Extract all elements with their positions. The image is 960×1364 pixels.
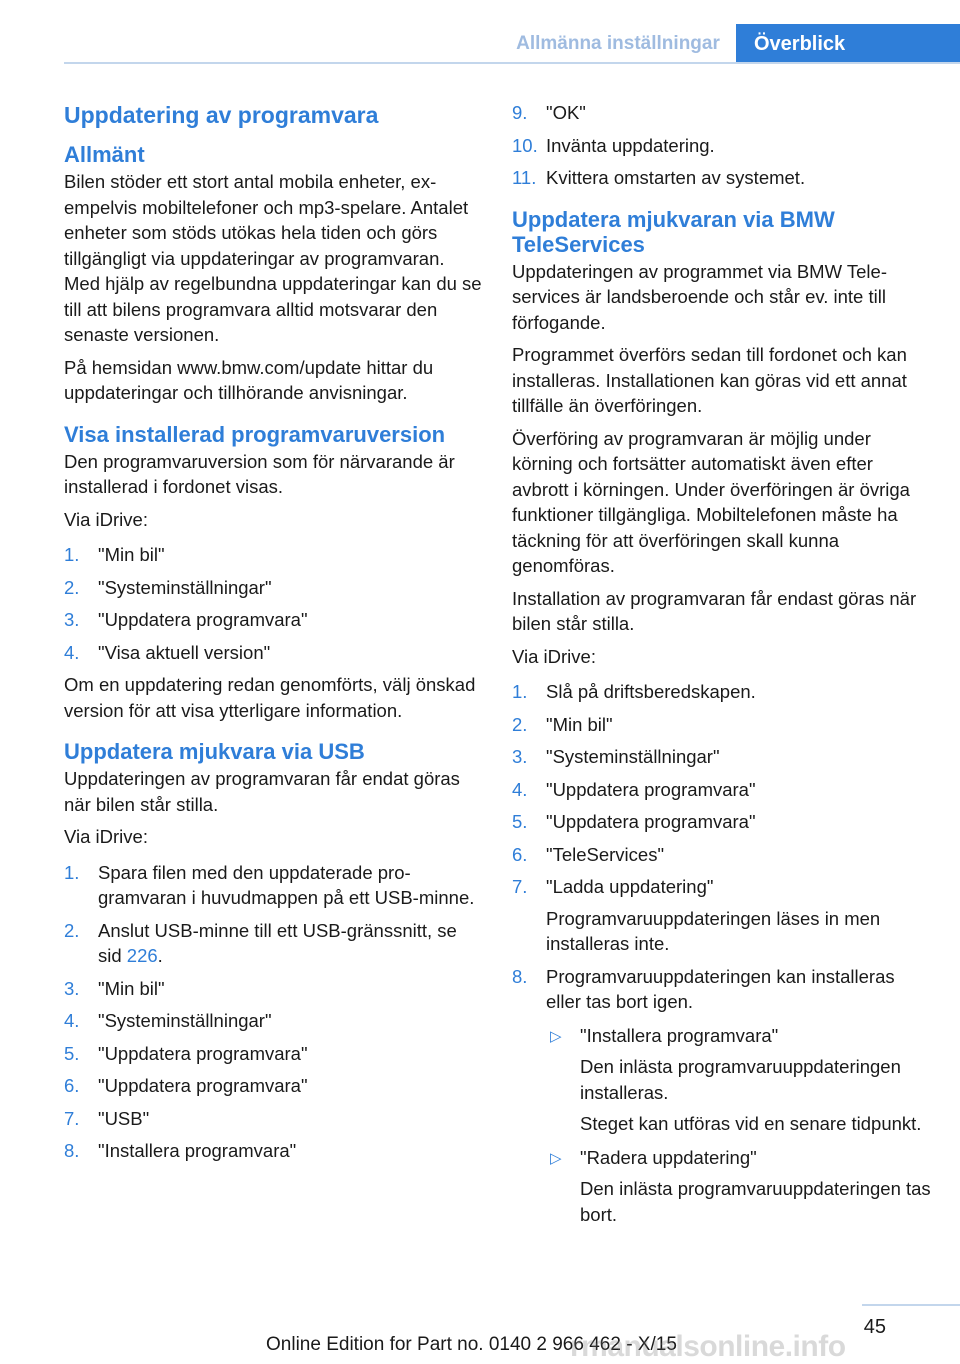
step-number: 3. xyxy=(64,609,80,630)
step-number: 3. xyxy=(64,977,80,999)
step-number: 4. xyxy=(64,641,80,663)
header-rule xyxy=(64,62,960,64)
step-text: Spara filen med den uppdaterade programvaran i huvudmappen på ett USB-minne. xyxy=(98,861,475,908)
list-item xyxy=(64,640,484,666)
option-text: "Radera uppdatering" xyxy=(580,1146,757,1168)
paragraph: Uppdateringen av programmet via BMW Teleservices är landsberoende och står ev. inte till förfogande. xyxy=(512,260,887,333)
page-title: Uppdatering av programvara xyxy=(64,102,379,128)
step-number: 8. xyxy=(512,965,528,987)
list-item xyxy=(64,575,484,601)
option-item xyxy=(546,1023,932,1137)
list-item xyxy=(512,100,932,126)
step-text: "Uppdatera programvara" xyxy=(98,1075,308,1096)
via-idrive-label: Via iDrive: xyxy=(512,645,596,667)
step-text: Programvaruuppdateringen kan installeras eller tas bort igen. xyxy=(546,965,895,1012)
step-number: 1. xyxy=(512,681,528,702)
list-item xyxy=(512,964,932,1228)
paragraph: Uppdateringen av programvaran får endat göras när bilen står stilla. xyxy=(64,768,460,815)
list-item xyxy=(64,607,484,633)
option-item xyxy=(546,1145,932,1228)
list-item xyxy=(512,842,932,868)
list-item xyxy=(512,133,932,159)
step-text: "USB" xyxy=(98,1107,150,1129)
option-list xyxy=(546,1023,932,1228)
paragraph: Överföring av programvaran är möjlig under körning och fortsätter automatiskt även efter avbrott i körningen. Under överföringen är övriga funktioner tillgängliga. Mobiltelefonen måste ha täckning för att överföringen skall kunna genomföras. xyxy=(512,427,910,576)
step-number: 7. xyxy=(512,876,528,897)
list-item xyxy=(64,542,484,568)
step-text: "Uppdatera programvara" xyxy=(98,609,308,630)
step-text: "Installera programvara" xyxy=(98,1140,297,1161)
heading-show-version: Visa installerad programvaruversion xyxy=(64,421,446,447)
paragraph: Bilen stöder ett stort antal mobila enheter, exempelvis mobiltelefoner och mp3-spelare. Antalet enheter som stöds utökas hela tiden och görs tillgängligt via uppdateringar av programvaran. Med hjälp av regelbundna uppdateringar kan du se till att bilens programvara alltid motsvarar den senaste versionen. xyxy=(64,171,482,345)
right-column xyxy=(512,100,932,1235)
step-text: "Visa aktuell version" xyxy=(98,641,271,663)
paragraph: Programmet överförs sedan till fordonet och kan installeras. Installationen kan göras vid ett annat tillfälle än överföringen. xyxy=(512,344,907,416)
step-number: 5. xyxy=(512,811,528,832)
steps-list xyxy=(64,542,484,665)
steps-list xyxy=(512,679,932,1227)
list-item xyxy=(512,744,932,770)
step-text: Kvittera omstarten av systemet. xyxy=(546,167,806,188)
footer-edition-text: Online Edition for Part no. 0140 2 966 462 - X/15 xyxy=(266,1334,677,1355)
steps-list xyxy=(64,860,484,1164)
step-text: "Systeminställningar" xyxy=(98,1010,272,1031)
step-text: "TeleServices" xyxy=(546,843,665,865)
option-subtext: Den inlästa programvaruuppdateringen installeras. xyxy=(580,1056,901,1103)
list-item xyxy=(512,712,932,738)
paragraph: På hemsidan www.bmw.com/update hittar du uppdateringar och tillhörande anvisningar. xyxy=(64,356,434,403)
step-number: 4. xyxy=(512,778,528,800)
step-number: 10. xyxy=(512,134,538,156)
step-number: 2. xyxy=(512,713,528,735)
list-item xyxy=(512,809,932,835)
step-text: Invänta uppdatering. xyxy=(546,134,715,156)
list-item xyxy=(64,1008,484,1034)
step-subtext: Programvaruuppdateringen läses in men installeras inte. xyxy=(546,907,881,954)
step-text: "Uppdatera programvara" xyxy=(98,1042,308,1064)
header-section-title: Allmänna inställningar xyxy=(516,33,720,54)
step-text: "OK" xyxy=(546,102,586,123)
list-item xyxy=(64,918,484,969)
step-text: "Min bil" xyxy=(98,977,165,999)
step-number: 6. xyxy=(64,1075,80,1096)
step-number: 4. xyxy=(64,1010,80,1031)
step-text: "Uppdatera programvara" xyxy=(546,778,756,800)
step-number: 1. xyxy=(64,544,80,565)
heading-general: Allmänt xyxy=(64,142,145,167)
paragraph: Installation av programvaran får endast göras när bilen står stilla. xyxy=(512,587,917,634)
header-tab-overview: Överblick xyxy=(736,24,960,64)
heading-usb: Uppdatera mjukvara via USB xyxy=(64,739,365,764)
step-number: 3. xyxy=(512,746,528,767)
option-text: "Installera programvara" xyxy=(580,1024,779,1046)
list-item xyxy=(64,860,484,911)
step-number: 9. xyxy=(512,102,528,123)
list-item xyxy=(512,679,932,705)
step-text: "Min bil" xyxy=(546,713,613,735)
step-number: 7. xyxy=(64,1107,80,1129)
step-text: Slå på driftsberedskapen. xyxy=(546,681,756,702)
page-number: 45 xyxy=(863,1316,886,1338)
step-text: "Systeminställningar" xyxy=(98,576,272,598)
step-text: "Systeminställningar" xyxy=(546,746,720,767)
list-item xyxy=(64,1138,484,1164)
list-item xyxy=(512,777,932,803)
step-number: 2. xyxy=(64,919,80,941)
step-number: 8. xyxy=(64,1140,80,1161)
step-number: 11. xyxy=(512,167,537,188)
watermark: rmanualsonline.info xyxy=(570,1330,846,1363)
left-column xyxy=(64,100,484,1171)
step-text: "Min bil" xyxy=(98,544,165,565)
list-item xyxy=(512,874,932,957)
steps-list-continued xyxy=(512,100,932,191)
list-item xyxy=(64,1073,484,1099)
paragraph: Om en uppdatering redan genomförts, välj önskad version för att visa ytterligare information. xyxy=(64,674,476,721)
step-number: 2. xyxy=(64,576,80,598)
list-item xyxy=(64,1106,484,1132)
option-subtext: Steget kan utföras vid en senare tidpunkt. xyxy=(580,1113,922,1134)
via-idrive-label: Via iDrive: xyxy=(64,508,148,530)
step-text: "Uppdatera programvara" xyxy=(546,811,756,832)
via-idrive-label: Via iDrive: xyxy=(64,826,148,847)
option-subtext: Den inlästa programvaruuppdateringen tas bort. xyxy=(580,1178,931,1225)
footer-rule xyxy=(862,1304,960,1306)
page-reference-link[interactable]: 226 xyxy=(126,945,158,966)
step-number: 1. xyxy=(64,861,80,883)
list-item xyxy=(64,1041,484,1067)
step-text: "Ladda uppdatering" xyxy=(546,876,714,897)
step-text: Anslut USB-minne till ett USB-gränssnitt, se sid xyxy=(98,919,457,966)
paragraph: Den programvaruversion som för närvarande är installerad i fordonet visas. xyxy=(64,450,455,497)
step-number: 5. xyxy=(64,1042,80,1064)
heading-teleservices: Uppdatera mjukvaran via BMW TeleServices xyxy=(512,206,835,257)
list-item xyxy=(512,165,932,191)
list-item xyxy=(64,976,484,1002)
triangle-bullet-icon: ▷ xyxy=(550,1149,562,1167)
step-text-suffix: . xyxy=(157,945,163,966)
triangle-bullet-icon: ▷ xyxy=(550,1027,562,1045)
step-number: 6. xyxy=(512,843,528,865)
